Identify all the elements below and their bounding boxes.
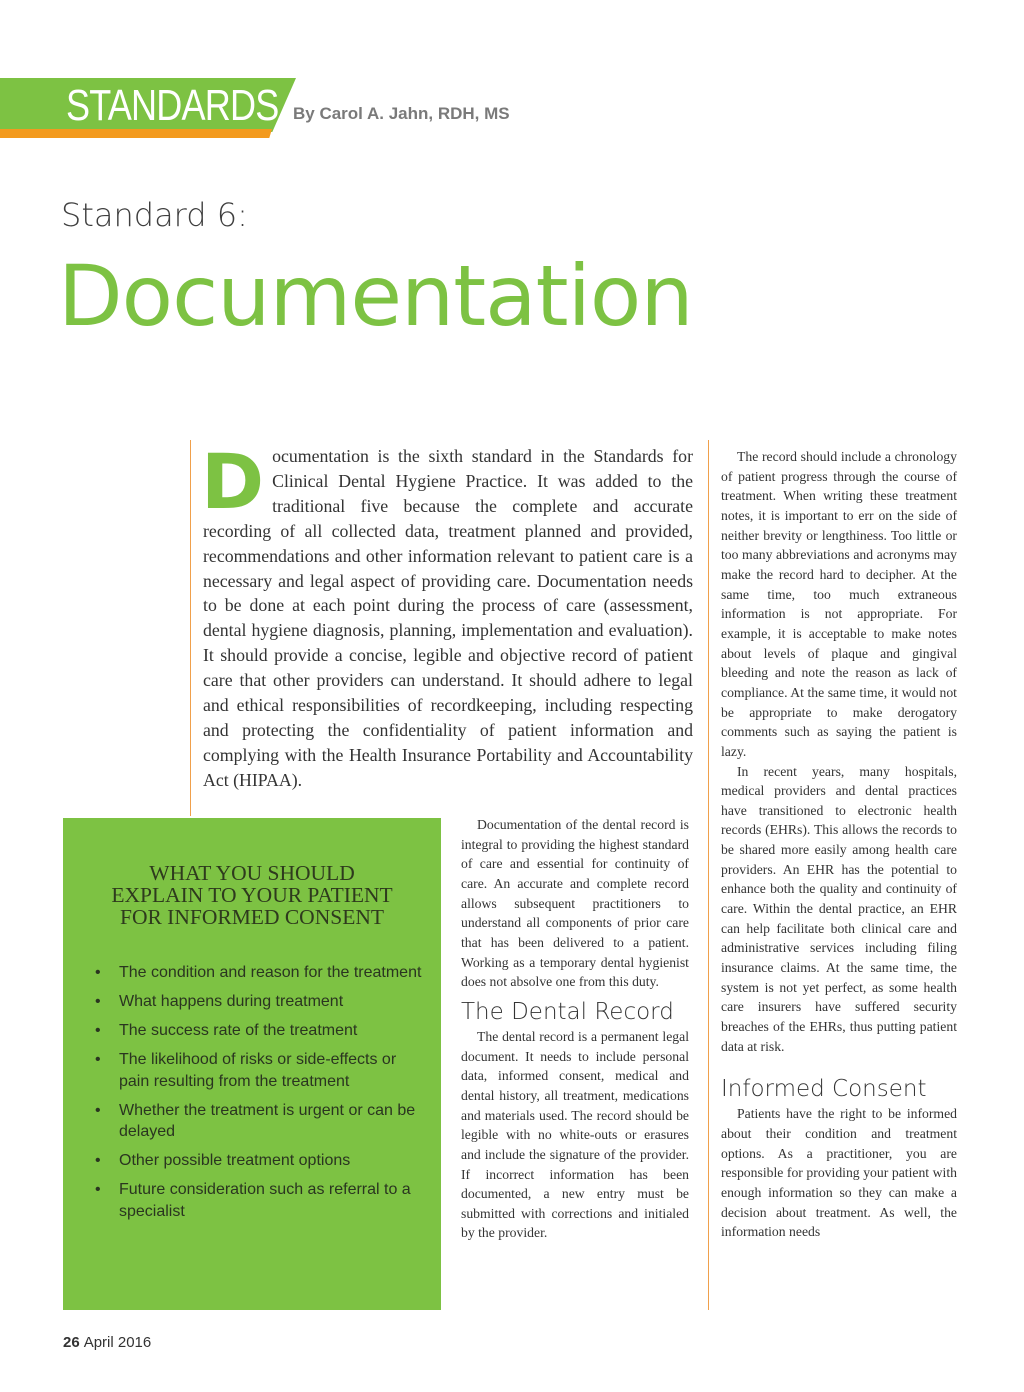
drop-cap: D [201, 437, 265, 526]
sidebar-title-line: EXPLAIN TO YOUR PATIENT [111, 883, 393, 907]
list-item-text: The condition and reason for the treatment [119, 964, 422, 981]
list-item-text: Other possible treatment options [119, 1152, 351, 1169]
list-item-text: Whether the treatment is urgent or can be delayed [119, 1101, 416, 1140]
page-number: 26 [63, 1334, 80, 1351]
issue-date: April 2016 [83, 1334, 152, 1351]
list-item-text: What happens during treatment [119, 993, 344, 1010]
bullet-icon: • [95, 993, 101, 1010]
page-footer [63, 1334, 151, 1351]
body-paragraph: Documentation of the dental record is integral to providing the highest standard of care and essential for continuity of care. An accurate and complete record allows subsequent practitioners to understand all components of prior care that has been delivered to a patient. Working as a temporary dental hygienist does not absolve one from this duty. [461, 817, 689, 990]
list-item-text: The success rate of the treatment [119, 1022, 358, 1039]
column-rule-right [708, 440, 709, 1310]
bullet-icon: • [95, 1022, 101, 1039]
right-column [721, 447, 957, 1242]
article-headline: Documentation [58, 247, 693, 345]
list-item [93, 1179, 423, 1222]
body-paragraph: Patients have the right to be informed about their condition and treatment options. As a practitioner, you are responsible for providing your patient with enough information so they can make a decision about treatment. As well, the information needs [721, 1106, 957, 1240]
body-paragraph: In recent years, many hospitals, medical providers and dental practices have transitioned to electronic health records (EHRs). This allows the records to be shared more easily among health care providers. An EHR has the potential to enhance both the quality and continuity of care. Within the dental practice, an EHR can help facilitate both clinical care and administrative services including filing insurance claims. At the same time, the system is not yet perfect, as some health care insurers have suffered security breaches of the EHRs, thus putting patient data at risk. [721, 763, 957, 1054]
bullet-icon: • [95, 1152, 101, 1169]
list-item [93, 1049, 423, 1092]
list-item [93, 1100, 423, 1143]
subhead-dental-record: The Dental Record [461, 998, 674, 1025]
sidebar-title-line: FOR INFORMED CONSENT [119, 905, 384, 929]
bullet-icon: • [95, 964, 101, 981]
section-label: STANDARDS [66, 81, 279, 130]
list-item [93, 1150, 423, 1172]
body-paragraph: The record should include a chronology of patient progress through the course of treatment. When writing these treatment notes, it is important to err on the side of neither brevity or lengthiness. Too little or too many abbreviations and acronyms may make the record hard to decipher. At the same time, too much extraneous information is not appropriate. For example, it is acceptable to make notes about levels of plaque and gingival bleeding and note the reason as lack of compliance. At the same time, it would not be appropriate to make derogatory comments such as saying the patient is lazy. [721, 449, 957, 759]
intro-paragraph [201, 437, 693, 793]
sidebar-list [93, 962, 423, 1230]
list-item [93, 1020, 423, 1042]
bullet-icon: • [95, 1051, 101, 1068]
list-item [93, 962, 423, 984]
bullet-icon: • [95, 1181, 101, 1198]
bullet-icon: • [95, 1101, 101, 1119]
byline: By Carol A. Jahn, RDH, MS [293, 104, 510, 123]
informed-consent-sidebar [63, 818, 441, 1310]
column-rule-left [190, 440, 191, 816]
article-kicker: Standard 6: [61, 196, 248, 234]
body-paragraph: The dental record is a permanent legal document. It needs to include personal data, informed consent, medical and dental history, all treatment, medications and materials used. The record should be legible with no white-outs or erasures and include the signature of the provider. If incorrect information has been documented, a new entry must be submitted with corrections and initialed by the provider. [461, 1028, 689, 1241]
sidebar-title [63, 862, 441, 928]
intro-text: ocumentation is the sixth standard in the Standards for Clinical Dental Hygiene Practice. It was added to the traditional five because the complete and accurate recording of all collected data, treatment planned and provided, recommendations and other information relevant to patient care is a necessary and legal aspect of providing care. Documentation needs to be done at each point during the process of care (assessment, dental hygiene diagnosis, planning, implementation and evaluation). It should provide a concise, legible and objective record of patient care that other providers can understand. It should adhere to legal and ethical responsibilities of recordkeeping, including respecting and protecting the confidentiality of patient information and complying with the Health Insurance Portability and Accountability Act (HIPAA). [203, 446, 693, 790]
list-item [93, 991, 423, 1013]
sidebar-title-line: WHAT YOU SHOULD [149, 861, 355, 885]
list-item-text: Future consideration such as referral to a specialist [119, 1181, 411, 1220]
list-item-text: The likelihood of risks or side-effects or pain resulting from the treatment [119, 1051, 397, 1090]
middle-column [461, 815, 689, 1243]
subhead-informed-consent: Informed Consent [721, 1076, 927, 1103]
